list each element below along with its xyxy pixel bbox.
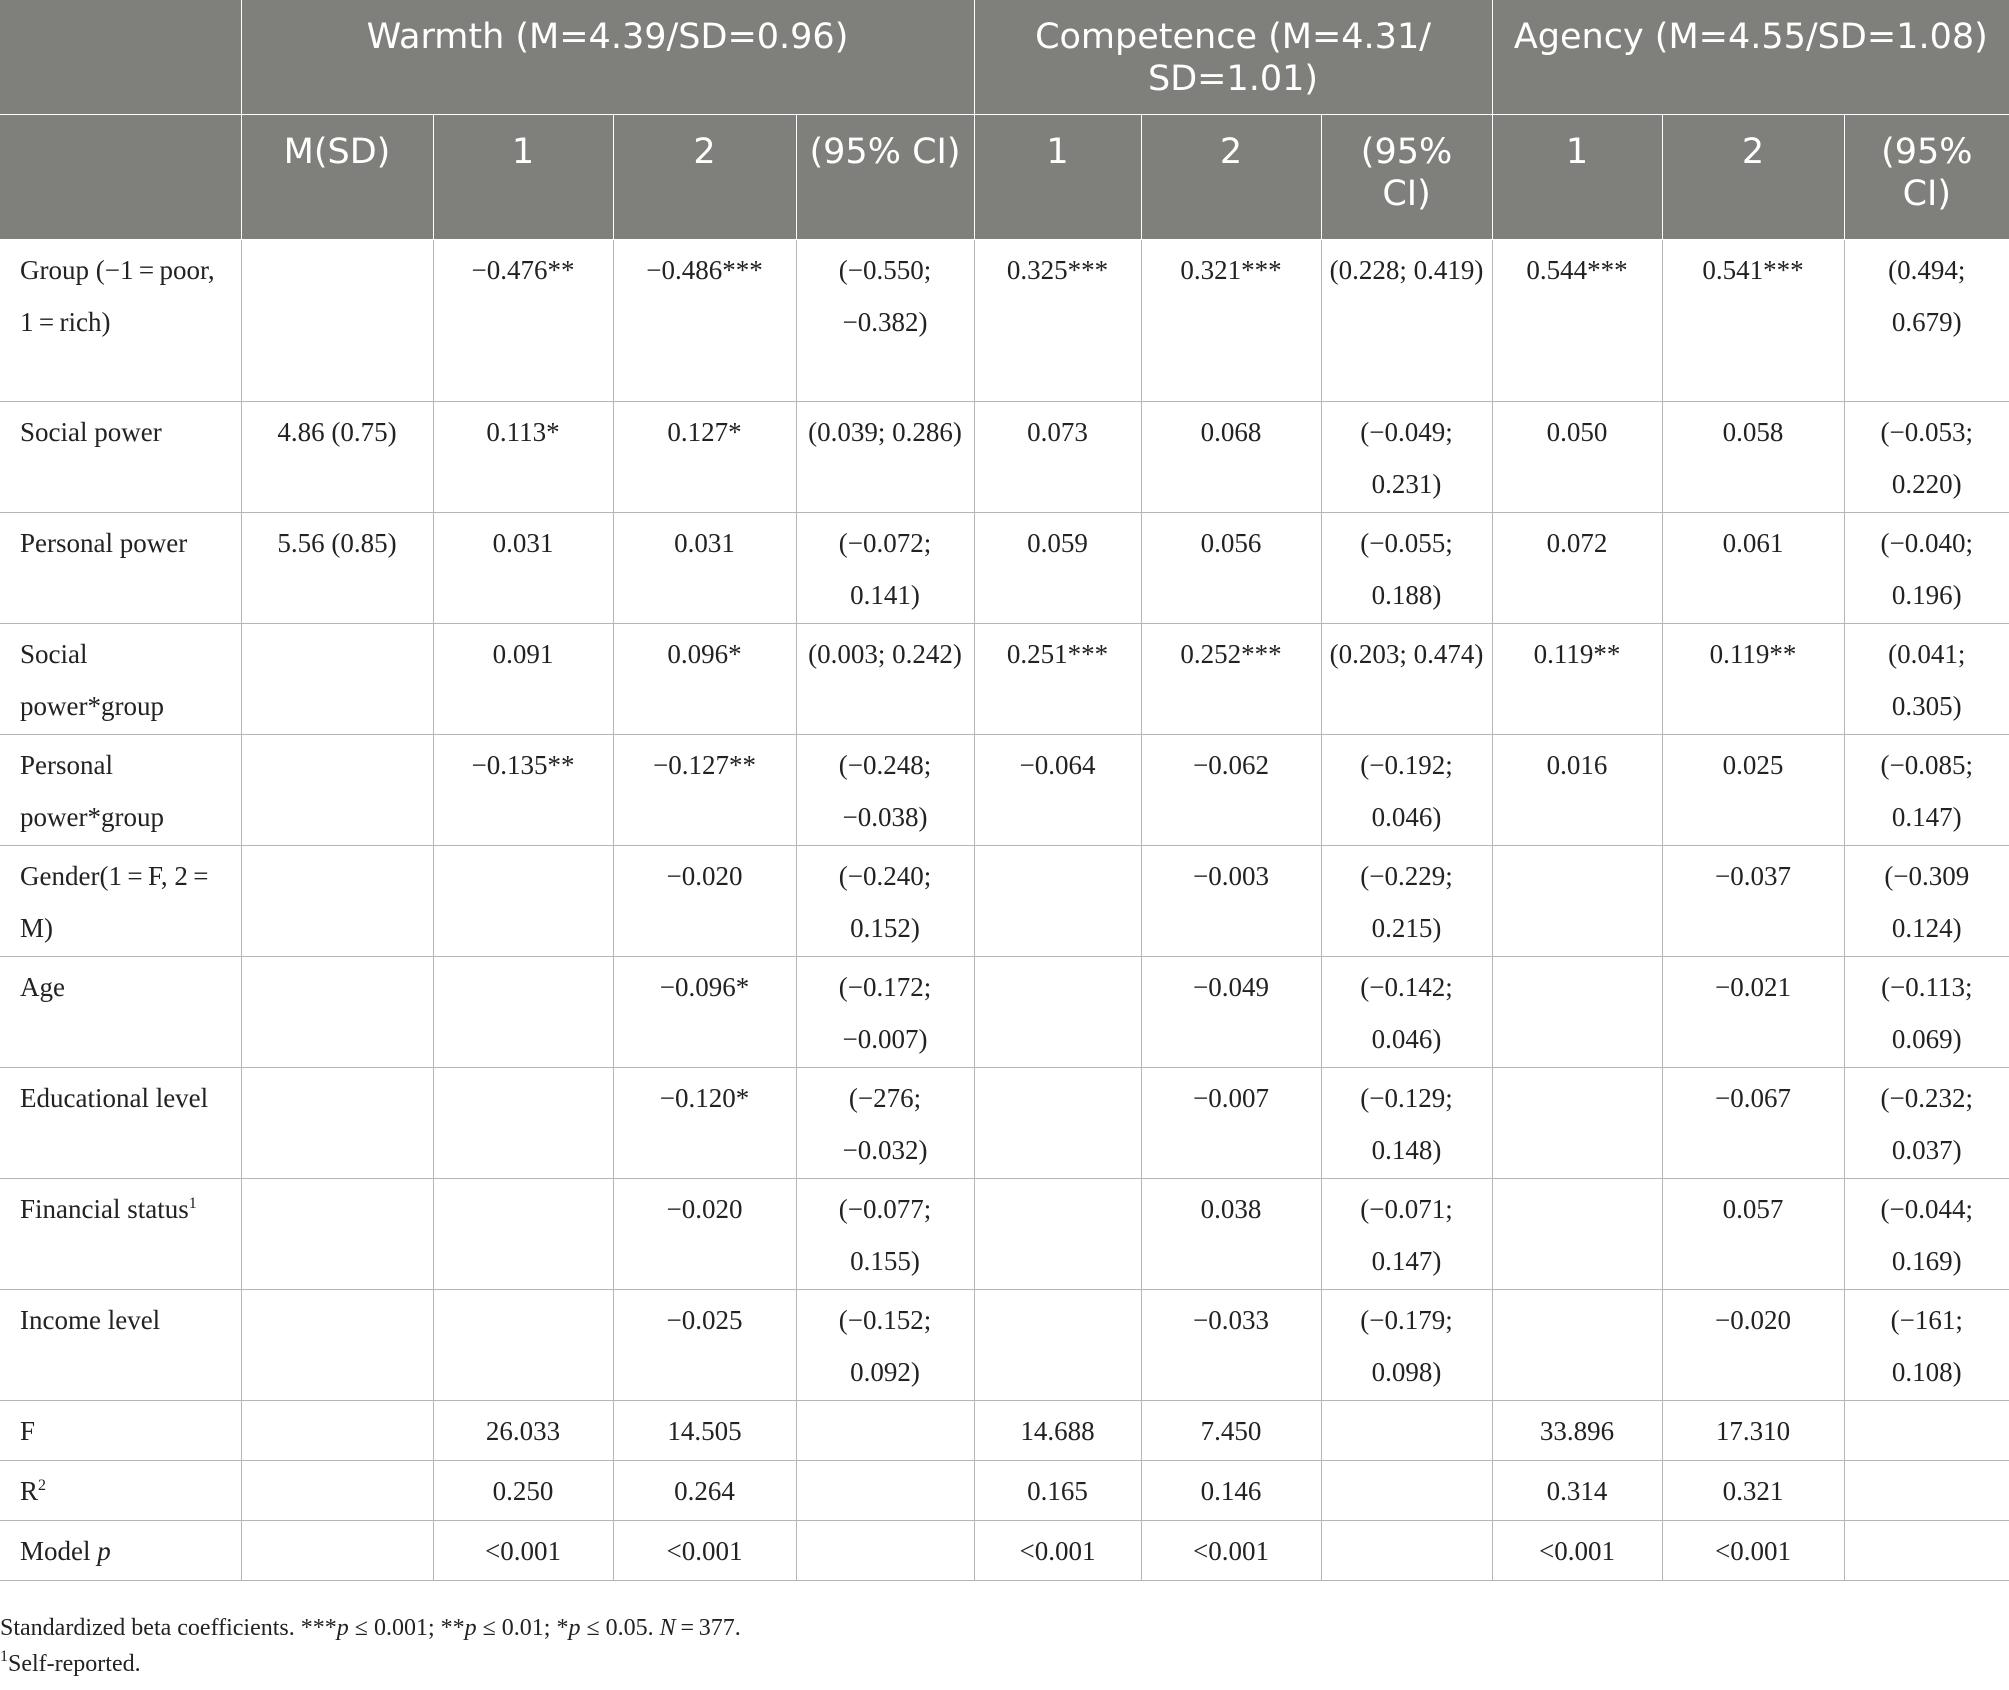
header-empty-cell [0,115,241,240]
row-label-text: Personal power*group [20,750,164,832]
table-cell: (−0.071; 0.147) [1321,1179,1492,1290]
table-cell: −0.020 [1662,1290,1844,1401]
table-cell: 0.031 [433,513,613,624]
table-cell: (−0.049; 0.231) [1321,402,1492,513]
table-cell [433,846,613,957]
table-cell: 0.050 [1492,402,1662,513]
row-label [0,1290,241,1401]
table-cell: 0.321 [1662,1461,1844,1521]
table-cell: (−0.142; 0.046) [1321,957,1492,1068]
table-cell: 0.321*** [1141,240,1321,402]
table-cell: 17.310 [1662,1401,1844,1461]
table-cell: −0.067 [1662,1068,1844,1179]
table-cell [433,1179,613,1290]
table-cell [1321,1401,1492,1461]
table-footnote [0,1610,2009,1682]
table-cell: (0.039; 0.286) [796,402,974,513]
row-label-text: Personal power [20,528,188,558]
table-cell: 0.058 [1662,402,1844,513]
table-cell: (0.228; 0.419) [1321,240,1492,402]
footnote-italic-p: p [568,1615,581,1641]
table-cell: 0.016 [1492,735,1662,846]
row-label [0,624,241,735]
table-cell: −0.021 [1662,957,1844,1068]
table-cell: <0.001 [974,1521,1141,1581]
table-row [0,624,2009,735]
table-row [0,1521,2009,1581]
table-cell: 0.038 [1141,1179,1321,1290]
footnote-text: Self-reported. [8,1651,141,1677]
table-row [0,1179,2009,1290]
table-cell [974,1290,1141,1401]
row-label-superscript: 2 [38,1477,47,1494]
table-row [0,957,2009,1068]
table-cell [1492,1290,1662,1401]
table-cell: (−0.077; 0.155) [796,1179,974,1290]
table-cell: 0.096* [613,624,796,735]
table-cell: (−0.229; 0.215) [1321,846,1492,957]
footnote-line-2 [0,1646,2009,1682]
table-cell [241,846,433,957]
table-cell: 0.091 [433,624,613,735]
table-cell [241,1179,433,1290]
table-cell [433,1068,613,1179]
subheader: 2 [613,115,796,240]
table-cell: <0.001 [1141,1521,1321,1581]
table-cell: 0.325*** [974,240,1141,402]
table-cell [796,1461,974,1521]
table-cell: 0.119** [1662,624,1844,735]
table-cell: (−0.152; 0.092) [796,1290,974,1401]
table-cell [1492,1068,1662,1179]
table-cell: (−0.113; 0.069) [1844,957,2009,1068]
table-row [0,1401,2009,1461]
table-cell: (−0.040; 0.196) [1844,513,2009,624]
subheader: 2 [1662,115,1844,240]
table-row [0,846,2009,957]
table-cell: 0.057 [1662,1179,1844,1290]
footnote-text: Standardized beta coefficients. *** [0,1615,337,1641]
table-cell: 0.073 [974,402,1141,513]
table-cell: (−0.129; 0.148) [1321,1068,1492,1179]
table-cell [974,1179,1141,1290]
footnote-italic-n: N [659,1615,676,1641]
table-cell: (−0.179; 0.098) [1321,1290,1492,1401]
table-cell: −0.062 [1141,735,1321,846]
table-cell: (−0.085; 0.147) [1844,735,2009,846]
row-label-superscript: 1 [188,1195,197,1212]
table-row [0,513,2009,624]
table-cell: −0.025 [613,1290,796,1401]
table-cell: 0.025 [1662,735,1844,846]
row-label [0,1401,241,1461]
row-label [0,1461,241,1521]
table-cell: 0.252*** [1141,624,1321,735]
header-row-groups [0,0,2009,115]
table-cell: (0.203; 0.474) [1321,624,1492,735]
table-cell [1492,957,1662,1068]
table-cell: 0.544*** [1492,240,1662,402]
table-cell [241,1401,433,1461]
row-label-text: Gender(1 = F, 2 = M) [20,861,214,943]
row-label-text: Income level [20,1305,161,1335]
row-label [0,402,241,513]
table-row [0,735,2009,846]
subheader: (95% CI) [1321,115,1492,240]
table-cell: <0.001 [433,1521,613,1581]
row-label-text: R [20,1476,39,1506]
row-label [0,1068,241,1179]
table-cell [796,1521,974,1581]
footnote-text: ≤ 0.001; ** [348,1615,465,1641]
table-cell [433,957,613,1068]
table-cell: (−0.232; 0.037) [1844,1068,2009,1179]
table-cell: 0.059 [974,513,1141,624]
table-cell: −0.135** [433,735,613,846]
subheader: M(SD) [241,115,433,240]
subheader: 1 [974,115,1141,240]
table-cell: <0.001 [1662,1521,1844,1581]
table-cell: −0.049 [1141,957,1321,1068]
header-empty-cell [0,0,241,115]
table-cell: (−0.550; −0.382) [796,240,974,402]
row-label-text: Financial status [20,1194,189,1224]
table-cell: 0.541*** [1662,240,1844,402]
table-cell [1492,1179,1662,1290]
table-cell: (−0.172; −0.007) [796,957,974,1068]
table-cell [974,957,1141,1068]
table-cell [796,1401,974,1461]
header-warmth: Warmth (M=4.39/SD=0.96) [241,0,974,115]
table-cell: 26.033 [433,1401,613,1461]
table-cell: (−0.072; 0.141) [796,513,974,624]
table-cell [1321,1521,1492,1581]
table-cell: (−0.053; 0.220) [1844,402,2009,513]
row-label [0,1179,241,1290]
footnote-text: = 377. [675,1615,741,1641]
table-cell: −0.007 [1141,1068,1321,1179]
table-cell: (0.494; 0.679) [1844,240,2009,402]
table-cell [974,1068,1141,1179]
table-cell: 0.113* [433,402,613,513]
table-cell: <0.001 [613,1521,796,1581]
table-cell [974,846,1141,957]
row-label-text: Social power [20,417,162,447]
table-cell [241,624,433,735]
header-row-subheaders [0,115,2009,240]
table-cell: (−276; −0.032) [796,1068,974,1179]
row-label [0,513,241,624]
row-label [0,1521,241,1581]
table-cell: (−0.192; 0.046) [1321,735,1492,846]
table-cell: 0.146 [1141,1461,1321,1521]
table-row [0,1290,2009,1401]
table-cell: 0.314 [1492,1461,1662,1521]
table-cell: 0.264 [613,1461,796,1521]
table-cell: (−161; 0.108) [1844,1290,2009,1401]
table-cell: 0.119** [1492,624,1662,735]
table-cell: 0.127* [613,402,796,513]
row-label-text: Model [20,1536,91,1566]
header-agency: Agency (M=4.55/SD=1.08) [1492,0,2009,115]
footnote-italic-p: p [464,1615,477,1641]
table-cell: −0.037 [1662,846,1844,957]
table-cell: 0.165 [974,1461,1141,1521]
row-label-text: Age [20,972,65,1002]
table-row [0,240,2009,402]
table-cell [241,735,433,846]
table-cell: 7.450 [1141,1401,1321,1461]
table-cell: (−0.309 0.124) [1844,846,2009,957]
table-cell [241,1290,433,1401]
table-cell: −0.020 [613,846,796,957]
table-cell: (−0.248; −0.038) [796,735,974,846]
row-label [0,957,241,1068]
table-cell [1844,1401,2009,1461]
row-label [0,846,241,957]
table-row [0,1461,2009,1521]
table-cell: (−0.055; 0.188) [1321,513,1492,624]
table-cell: 14.505 [613,1401,796,1461]
table-cell: 0.061 [1662,513,1844,624]
table-cell: 0.068 [1141,402,1321,513]
table-cell: −0.033 [1141,1290,1321,1401]
table-cell: −0.020 [613,1179,796,1290]
footnote-italic-p: p [336,1615,349,1641]
subheader: 2 [1141,115,1321,240]
footnote-superscript: 1 [0,1648,8,1665]
table-cell: −0.476** [433,240,613,402]
table-cell [241,1461,433,1521]
table-cell: (0.003; 0.242) [796,624,974,735]
table-cell: −0.096* [613,957,796,1068]
table-cell: −0.127** [613,735,796,846]
table-cell: (0.041; 0.305) [1844,624,2009,735]
table-cell [1844,1521,2009,1581]
table-cell: 4.86 (0.75) [241,402,433,513]
table-cell: 5.56 (0.85) [241,513,433,624]
table-cell [1844,1461,2009,1521]
table-cell [433,1290,613,1401]
table-body [0,240,2009,1581]
table-cell: −0.486*** [613,240,796,402]
subheader: (95% CI) [796,115,974,240]
footnote-line-1 [0,1610,2009,1646]
table-cell: 0.072 [1492,513,1662,624]
header-competence: Competence (M=4.31/ SD=1.01) [974,0,1492,115]
table-cell: 33.896 [1492,1401,1662,1461]
table-cell: −0.064 [974,735,1141,846]
table-row [0,1068,2009,1179]
table-cell [241,1068,433,1179]
row-label-text: Group (−1 = poor, 1 = rich) [20,255,215,337]
table-cell [241,957,433,1068]
table-cell [1492,846,1662,957]
footnote-text: ≤ 0.01; * [476,1615,569,1641]
table-cell [1321,1461,1492,1521]
table-cell: −0.120* [613,1068,796,1179]
table-cell: 0.251*** [974,624,1141,735]
table-row [0,402,2009,513]
row-label [0,240,241,402]
table-cell: (−0.240; 0.152) [796,846,974,957]
table-cell: 0.031 [613,513,796,624]
subheader: 1 [433,115,613,240]
table-cell: (−0.044; 0.169) [1844,1179,2009,1290]
table-cell: 0.056 [1141,513,1321,624]
row-label-text: F [20,1416,36,1446]
row-label [0,735,241,846]
subheader: (95% CI) [1844,115,2009,240]
row-label-italic: p [97,1536,111,1566]
footnote-text: ≤ 0.05. [580,1615,660,1641]
table-cell [241,1521,433,1581]
table-cell [241,240,433,402]
row-label-text: Social power*group [20,639,164,721]
table-cell: 0.250 [433,1461,613,1521]
table-cell: 14.688 [974,1401,1141,1461]
table-cell: −0.003 [1141,846,1321,957]
subheader: 1 [1492,115,1662,240]
row-label-text: Educational level [20,1083,209,1113]
table-cell: <0.001 [1492,1521,1662,1581]
